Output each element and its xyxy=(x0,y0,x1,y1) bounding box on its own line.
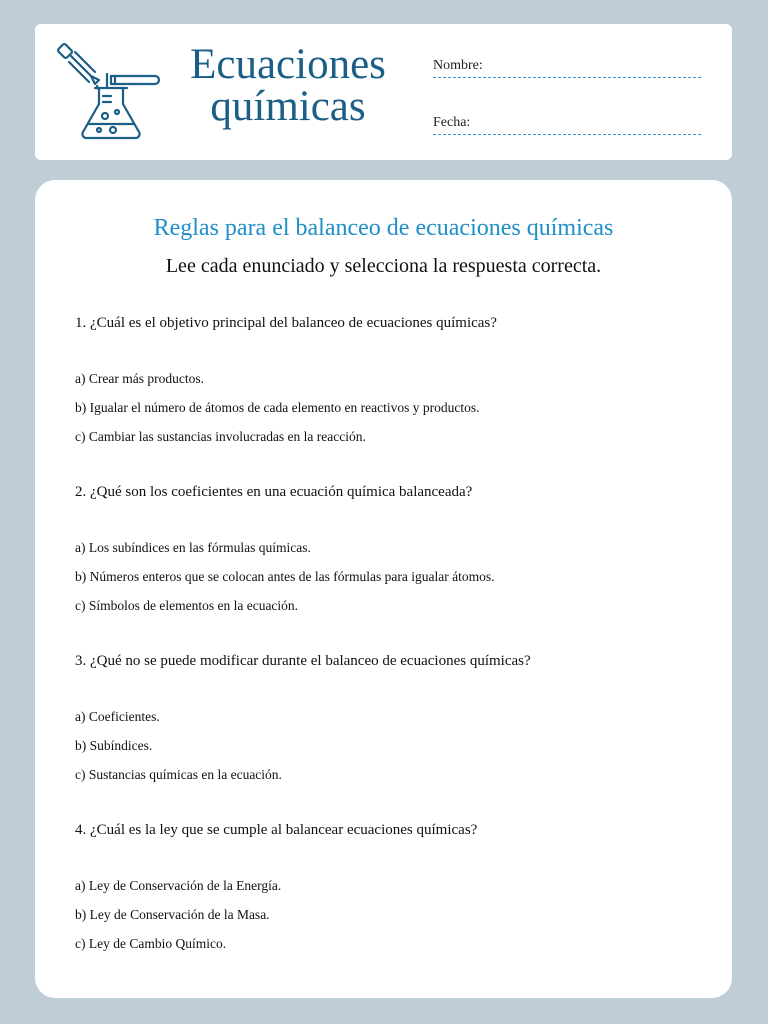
option-b[interactable]: b) Ley de Conservación de la Masa. xyxy=(75,907,270,922)
option-a[interactable]: a) Crear más productos. xyxy=(75,371,204,386)
question-text: 3. ¿Qué no se puede modificar durante el balanceo de ecuaciones químicas? xyxy=(75,653,531,669)
question-3 xyxy=(75,651,705,794)
option-b[interactable]: b) Números enteros que se colocan antes de las fórmulas para igualar átomos. xyxy=(75,569,495,584)
name-field[interactable] xyxy=(433,58,701,78)
question-2 xyxy=(75,482,705,625)
name-line xyxy=(433,77,701,78)
date-line xyxy=(433,134,701,135)
page-title-line2: químicas xyxy=(210,83,366,130)
option-b[interactable]: b) Subíndices. xyxy=(75,738,153,753)
question-options xyxy=(75,369,705,456)
option-a[interactable]: a) Los subíndices en las fórmulas químicas. xyxy=(75,540,311,555)
option-c[interactable]: c) Ley de Cambio Químico. xyxy=(75,936,227,951)
question-options xyxy=(75,876,705,963)
option-a[interactable]: a) Ley de Conservación de la Energía. xyxy=(75,878,282,893)
question-1 xyxy=(75,313,705,456)
option-c[interactable]: c) Símbolos de elementos en la ecuación. xyxy=(75,598,299,613)
worksheet-instruction: Lee cada enunciado y selecciona la respuesta correcta. xyxy=(165,255,602,277)
question-options xyxy=(75,707,705,794)
question-text: 2. ¿Qué son los coeficientes en una ecuación química balanceada? xyxy=(75,484,473,500)
date-label: Fecha: xyxy=(433,115,471,130)
page-title-line1: Ecuaciones xyxy=(190,41,386,88)
option-c[interactable]: c) Sustancias químicas en la ecuación. xyxy=(75,767,282,782)
question-text: 4. ¿Cuál es la ley que se cumple al balancear ecuaciones químicas? xyxy=(75,822,478,838)
question-options xyxy=(75,538,705,625)
question-text: 1. ¿Cuál es el objetivo principal del balanceo de ecuaciones químicas? xyxy=(75,315,497,331)
option-c[interactable]: c) Cambiar las sustancias involucradas en la reacción. xyxy=(75,429,366,444)
option-a[interactable]: a) Coeficientes. xyxy=(75,709,160,724)
header-card xyxy=(35,24,732,160)
name-label: Nombre: xyxy=(433,58,483,73)
question-4 xyxy=(75,820,705,963)
worksheet-heading: Reglas para el balanceo de ecuaciones químicas xyxy=(153,215,614,241)
lab-flask-icon xyxy=(55,40,167,144)
date-field[interactable] xyxy=(433,115,701,135)
page-title xyxy=(183,41,393,130)
option-b[interactable]: b) Igualar el número de átomos de cada elemento en reactivos y productos. xyxy=(75,400,480,415)
worksheet-card xyxy=(35,180,732,998)
